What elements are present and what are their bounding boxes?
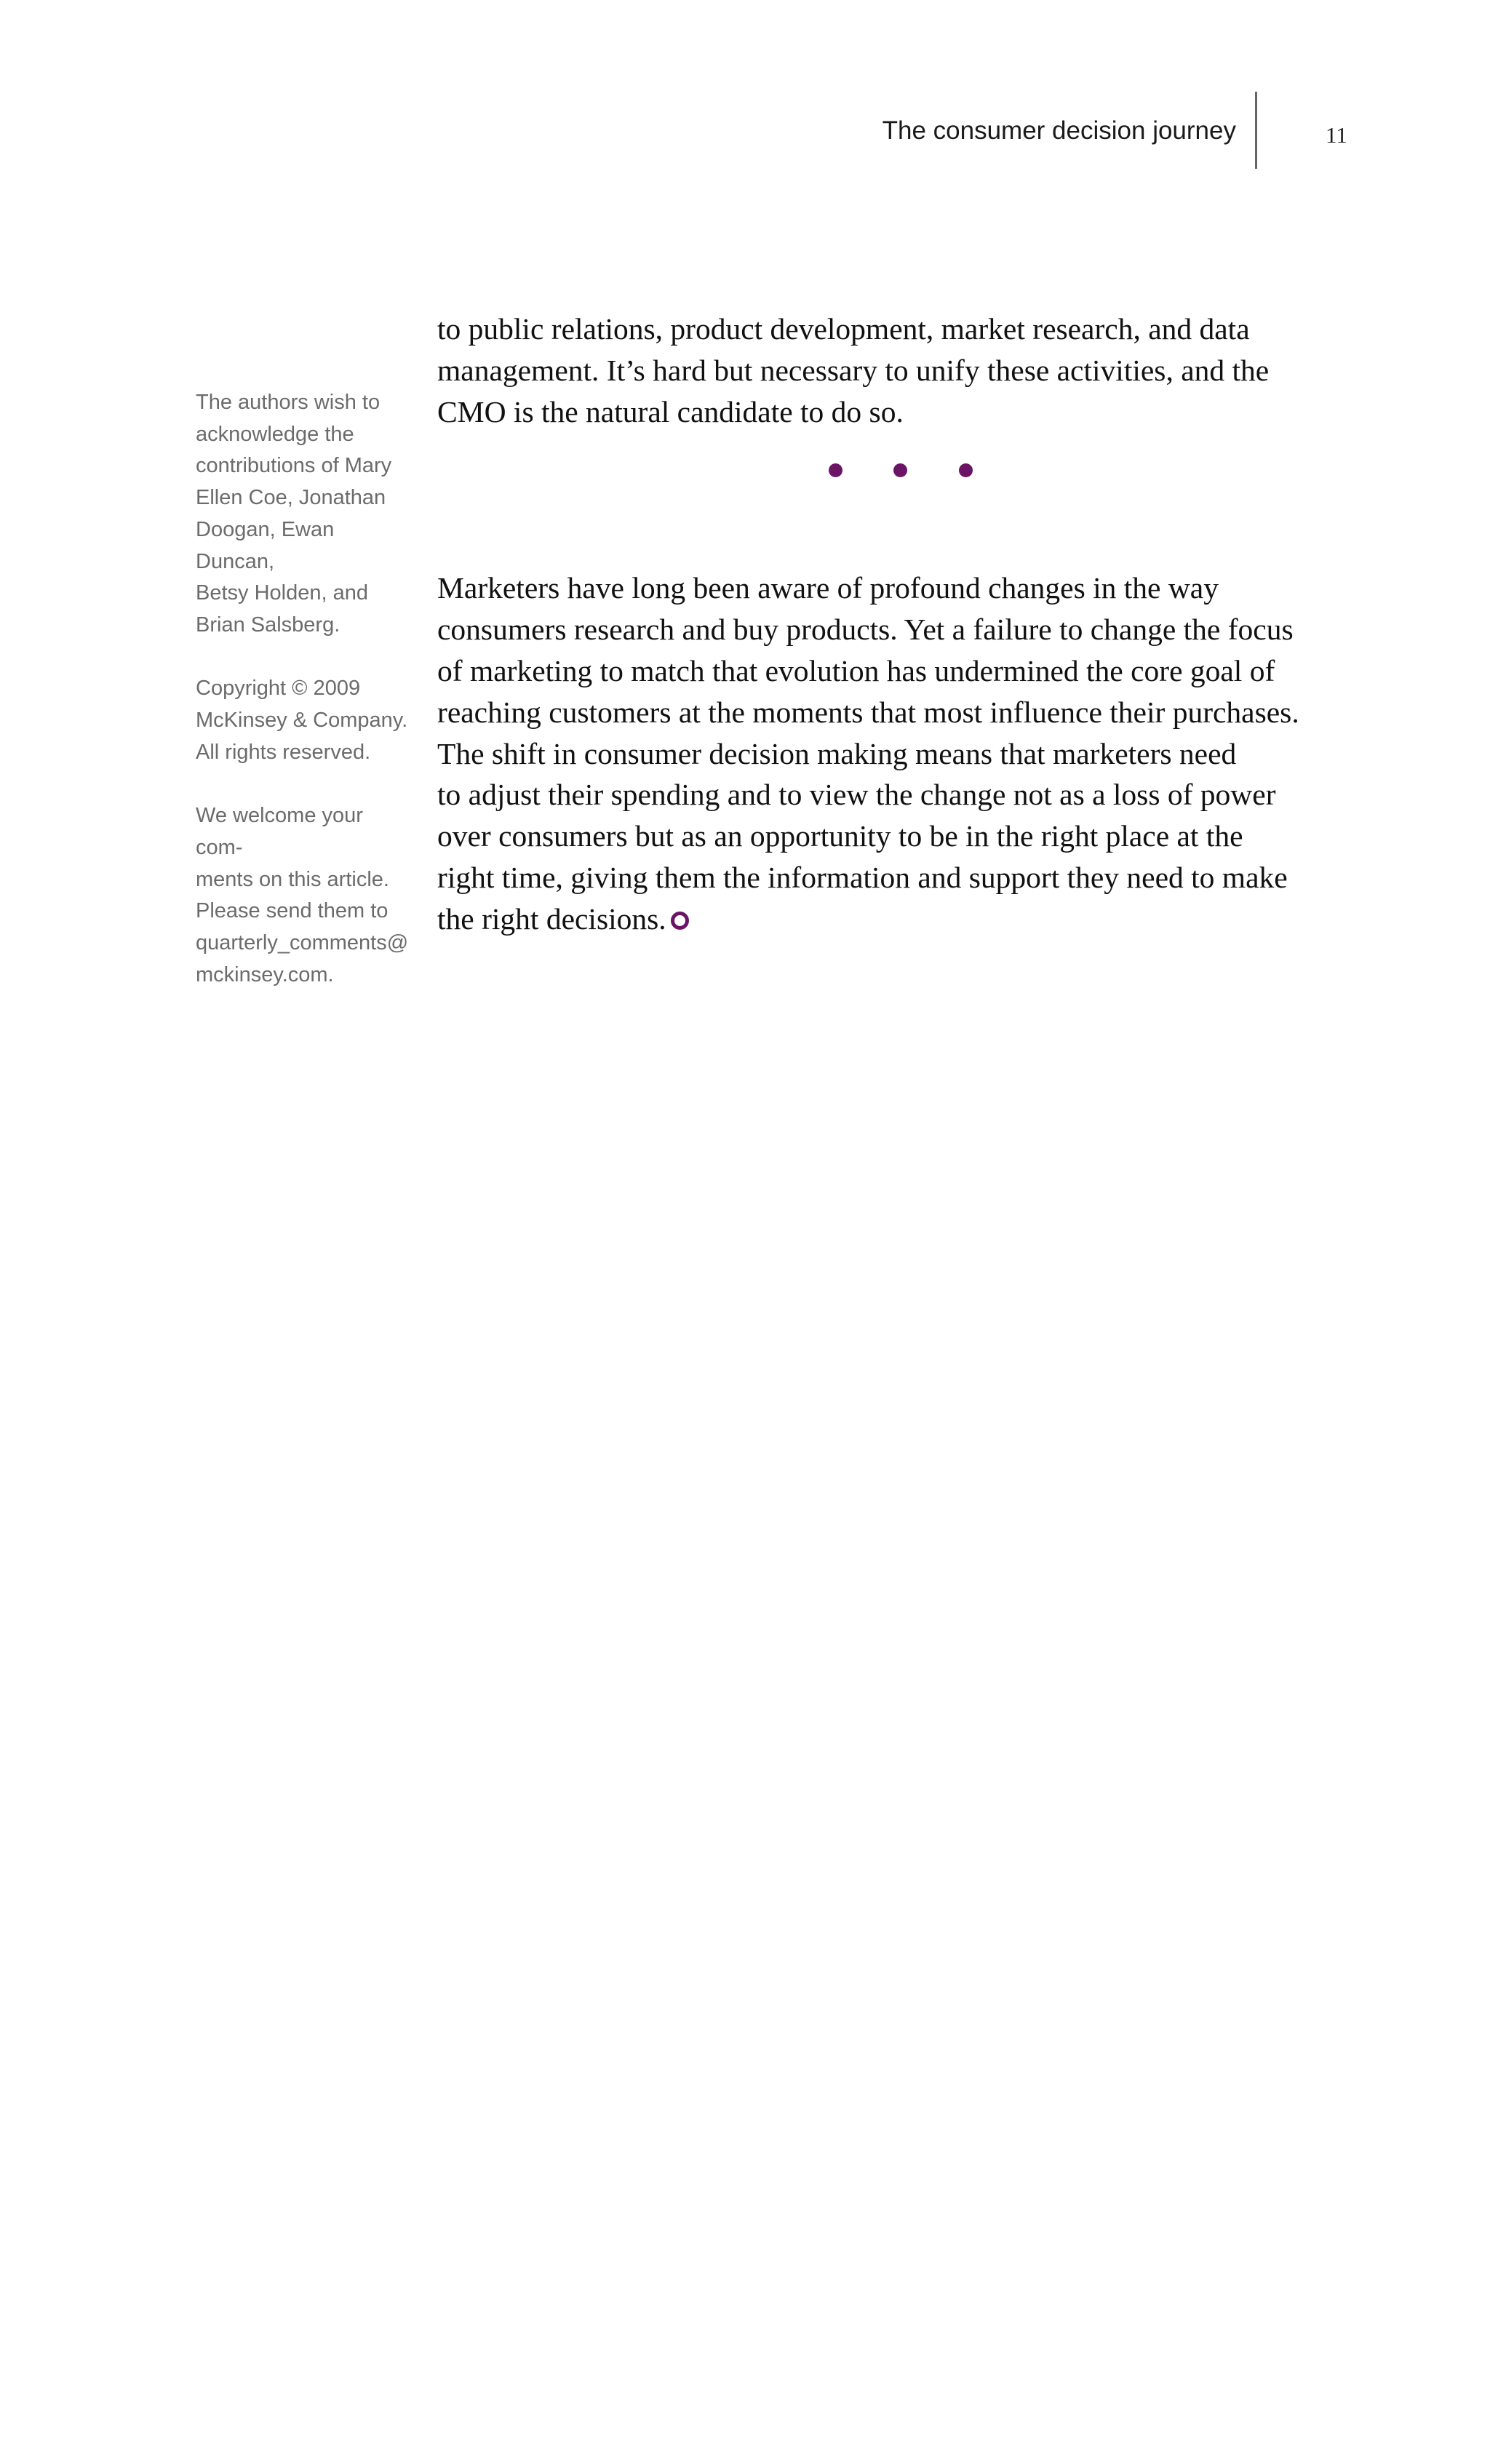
article-body — [437, 308, 1383, 940]
sidebar-notes — [196, 387, 414, 1023]
body-paragraph-2-text: Marketers have long been aware of profound changes in the way consumers research and buy products. Yet a failure to change the focus of marketing to match that evolution has undermined the core goal of reaching customers at the moments that most influence their purchases. The shift in consumer decision making means that marketers need to adjust their spending and to view the change not as a loss of power over consumers but as an opportunity to be in the right place at the right time, giving them the information and support they need to make the right decisions. — [437, 571, 1299, 936]
section-break-dot — [893, 463, 907, 477]
header-divider — [1255, 92, 1257, 169]
end-of-article-icon — [671, 912, 689, 930]
section-break-dot — [829, 463, 842, 477]
body-paragraph-1: to public relations, product development, market research, and data management. It’s hard but necessary to unify these activities, and the CMO is the natural candidate to do so. — [437, 312, 1270, 428]
running-title: The consumer decision journey — [882, 116, 1236, 145]
running-header — [883, 92, 1257, 169]
section-break — [437, 432, 1383, 567]
section-break-dot — [959, 463, 973, 477]
copyright-note: Copyright © 2009 McKinsey & Company. All rights reserved. — [196, 677, 408, 764]
body-paragraph-2 — [437, 567, 1383, 939]
comments-note: We welcome your com- ments on this article. Please send them to quarterly_comments@ mckinsey.com. — [196, 804, 409, 986]
acknowledgment-note: The authors wish to acknowledge the contributions of Mary Ellen Coe, Jonathan Doogan, Ewan Duncan, Betsy Holden, and Brian Salsberg. — [196, 391, 392, 637]
page-number: 11 — [1326, 122, 1347, 148]
